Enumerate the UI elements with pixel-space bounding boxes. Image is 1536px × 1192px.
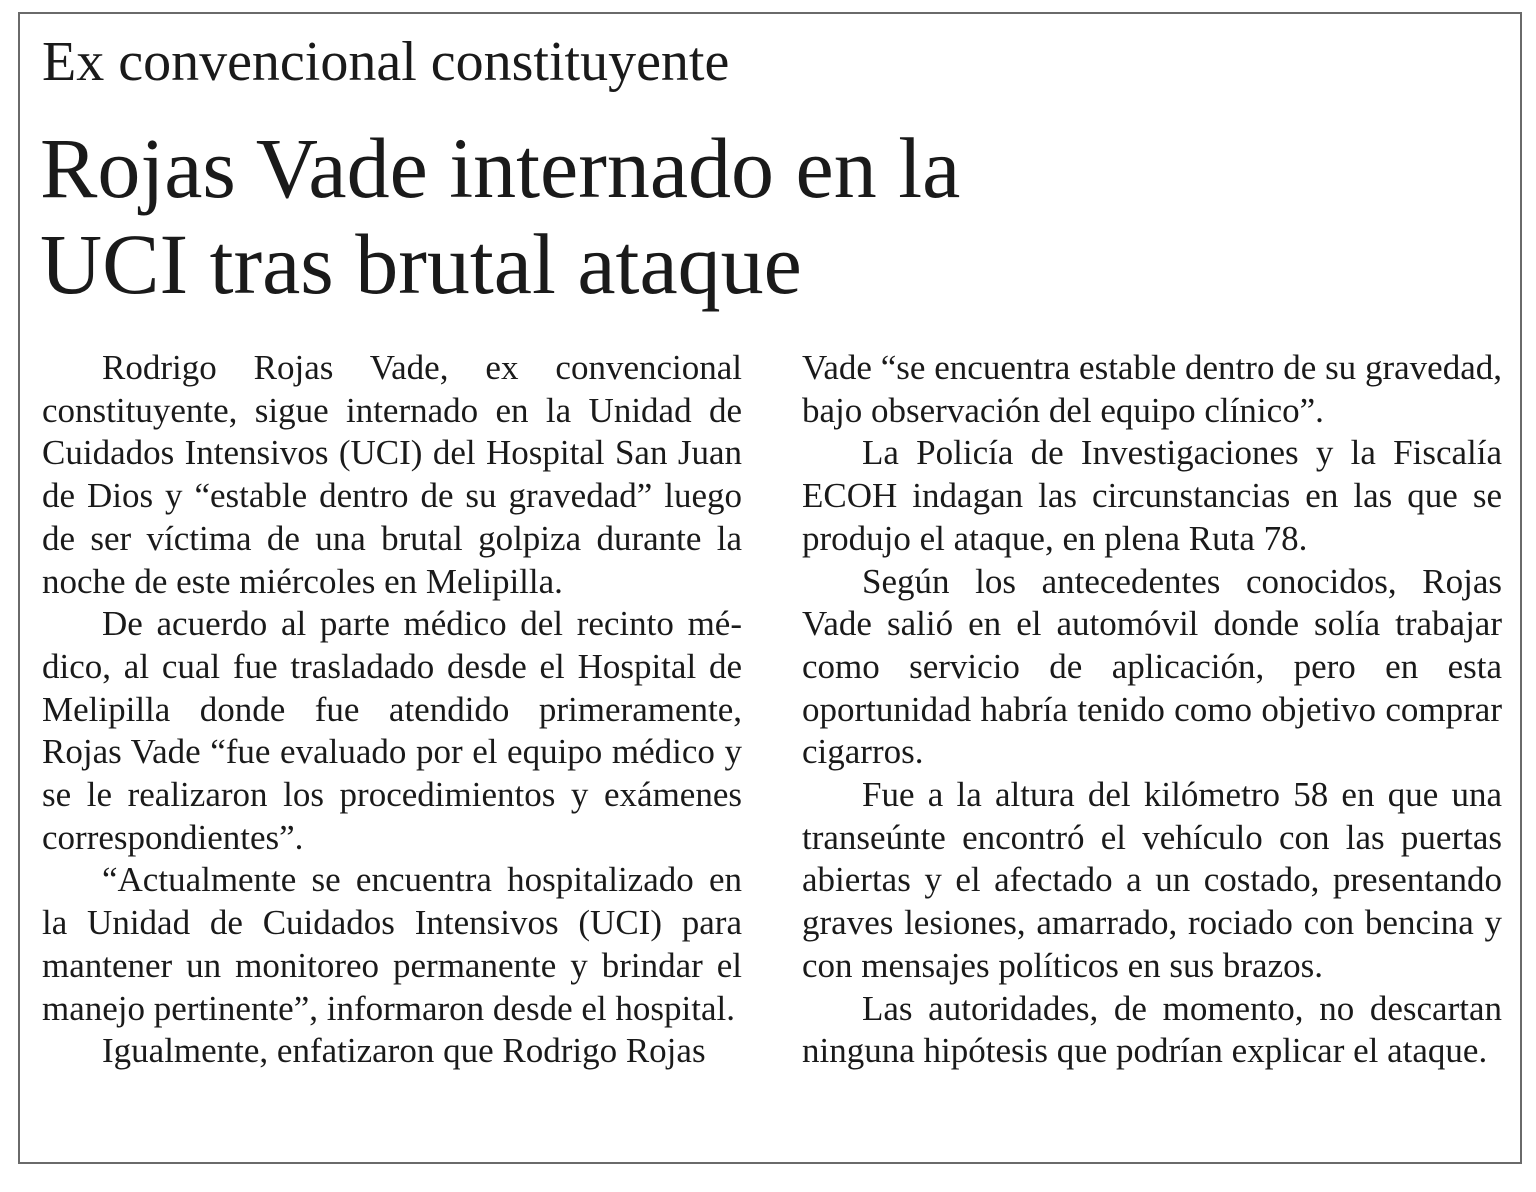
article-paragraph: Según los antecedentes conocidos, Rojas Vade salió en el automóvil donde solía trabajar como servicio de aplicación, pero en esta oportunidad habría tenido como objetivo comprar cigarros. xyxy=(802,561,1502,772)
article-paragraph: Las autoridades, de momento, no descartan ninguna hipótesis que podrían explicar el ataque. xyxy=(802,988,1502,1071)
article-paragraph: Igualmente, enfatizaron que Rodrigo Rojas xyxy=(102,1031,706,1071)
article-paragraph: Vade “se encuentra estable dentro de su gravedad, bajo observación del equipo clínico”. xyxy=(802,348,1502,430)
article-headline: Rojas Vade internado en la UCI tras brutal ataque xyxy=(40,120,961,312)
article-paragraph: La Policía de Investigaciones y la Fiscalía ECOH indagan las circunstancias en las que se produjo el ataque, en plena Ruta 78. xyxy=(802,433,1502,558)
article-kicker: Ex convencional constituyente xyxy=(42,31,730,93)
article-paragraph: Rodrigo Rojas Vade, ex convencional constituyente, sigue internado en la Unidad de Cuidados Intensivos (UCI) del Hospital San Juan de Dios y “estable dentro de su gravedad” luego de ser víctima de una brutal golpiza durante la noche de este miércoles en Melipilla. xyxy=(42,348,742,601)
article-paragraph: “Actualmente se encuentra hospitalizado en la Unidad de Cuidados Intensivos (UCI) para mantener un monitoreo permanente y brindar el manejo pertinente”, informaron desde el hospital. xyxy=(42,860,742,1028)
article-paragraph: De acuerdo al parte médico del recinto médico, al cual fue trasladado desde el Hospital de Melipilla donde fue atendido primeramente, Rojas Vade “fue evaluado por el equipo médico y se le realizaron los procedimientos y exámenes correspondientes”. xyxy=(42,604,742,857)
article-column-left xyxy=(42,347,742,1073)
article-column-right xyxy=(802,347,1502,1073)
news-clipping xyxy=(18,12,1522,1164)
article-paragraph: Fue a la altura del kilómetro 58 en que una transeúnte encontró el vehículo con las puertas abiertas y el afectado a un costado, presentando graves lesiones, amarrado, rociado con bencina y con mensajes políticos en sus brazos. xyxy=(802,775,1502,985)
